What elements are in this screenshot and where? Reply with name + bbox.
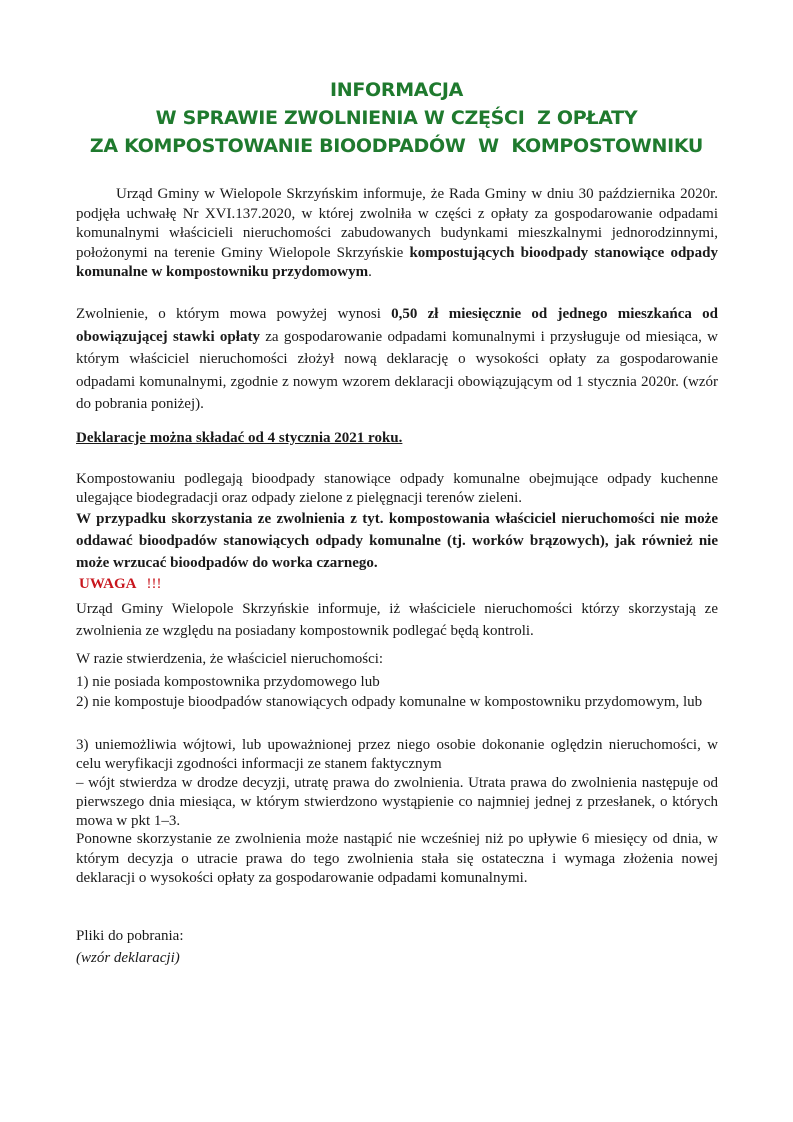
- intro-bold: kompostujących bioodpady stanowiące odpady komunalne w kompostowniku przydomowym: [76, 244, 718, 280]
- condition-consequence: – wójt stwierdza w drodze decyzji, utratę prawa do zwolnienia. Utrata prawa do zwolnienia następuje od pierwszego dnia miesiąca, w którym stwierdzono wystąpienie co najmniej jednej z przesłanek, o których mowa w pkt 1–3.: [76, 775, 718, 829]
- uwaga-label: UWAGA: [79, 576, 137, 592]
- control-info: Urząd Gminy Wielopole Skrzyńskie informuje, iż właściciele nieruchomości którzy skorzystają ze zwolnienia ze względu na posiadany kompostownik podlegać będą kontroli.: [76, 601, 718, 639]
- intro-end: .: [368, 264, 372, 280]
- conditions-intro: W razie stwierdzenia, że właściciel nieruchomości:: [76, 651, 384, 667]
- declaration-date: Deklaracje można składać od 4 stycznia 2021 roku.: [76, 430, 403, 446]
- declaration-template-link[interactable]: (wzór deklaracji): [76, 950, 180, 966]
- declaration-note: [76, 428, 718, 448]
- uwaga-exclaim: !!!: [146, 576, 162, 592]
- composting-scope: Kompostowaniu podlegają bioodpady stanowiące odpady komunalne obejmujące odpady kuchenne ulegające biodegradacji oraz odpady zielone z pielęgnacji terenów zieleni.: [76, 471, 718, 506]
- exemption-paragraph: [76, 303, 718, 416]
- intro-paragraph: [76, 185, 718, 283]
- reuse-info: Ponowne skorzystanie ze zwolnienia może nastąpić nie wcześniej niż po upływie 6 miesięcy od dnia, w którym decyzja o utracie prawa do tego zwolnienia stała się ostateczna i wymaga złożenia nowej deklaracji o wysokości opłaty za gospodarowanie odpadami komunalnymi.: [76, 831, 718, 886]
- condition-item-2: 2) nie kompostuje bioodpadów stanowiących odpady komunalne w kompostowniku przydomowym, lub: [76, 694, 703, 710]
- document-title: [0, 76, 793, 160]
- title-line-1: INFORMACJA: [329, 79, 464, 101]
- exemption-post: za gospodarowanie odpadami komunalnymi i przysługuje od miesiąca, w którym właściciel nieruchomości złożył nową deklarację o wysokości opłaty za gospodarowanie odpadami komunalnymi, zgodnie z nowym wzorem deklaracji obowiązującym od 1 stycznia 2020r. (wzór do pobrania poniżej).: [76, 328, 719, 412]
- downloads-label: Pliki do pobrania:: [76, 928, 184, 944]
- exemption-amount: 0,50 zł miesięcznie od jednego mieszkańca od obowiązującej stawki opłaty: [76, 306, 718, 345]
- title-line-2: W SPRAWIE ZWOLNIENIA W CZĘŚCI Z OPŁATY: [155, 107, 638, 129]
- intro-text: Urząd Gminy w Wielopole Skrzyńskim informuje, że Rada Gminy w dniu 30 października 2020r. podjęła uchwałę Nr XVI.137.2020, w której zwolniła w części z opłaty za gospodarowanie odpadami komunalnymi właścicieli nieruchomości zabudowanych budynkami mieszkalnymi jednorodzinnymi, położonymi na terenie Gminy Wielopole Skrzyńskie: [76, 186, 718, 261]
- condition-item-1: 1) nie posiada kompostownika przydomowego lub: [76, 674, 380, 690]
- condition-item-3: 3) uniemożliwia wójtowi, lub upoważnionej przez niego osobie dokonanie oględzin nieruchomości, w celu weryfikacji zgodności informacji ze stanem faktycznym: [76, 737, 718, 772]
- composting-warning: W przypadku skorzystania ze zwolnienia z tyt. kompostowania właściciel nieruchomości nie może oddawać bioodpadów stanowiących odpady komunalne (tj. worków brązowych), jak również nie może wrzucać bioodpadów do worka czarnego.: [76, 511, 718, 571]
- uwaga-heading: [79, 574, 162, 594]
- exemption-pre: Zwolnienie, o którym mowa powyżej wynosi: [76, 306, 392, 322]
- title-line-3: ZA KOMPOSTOWANIE BIOODPADÓW W KOMPOSTOWNIKU: [89, 135, 704, 157]
